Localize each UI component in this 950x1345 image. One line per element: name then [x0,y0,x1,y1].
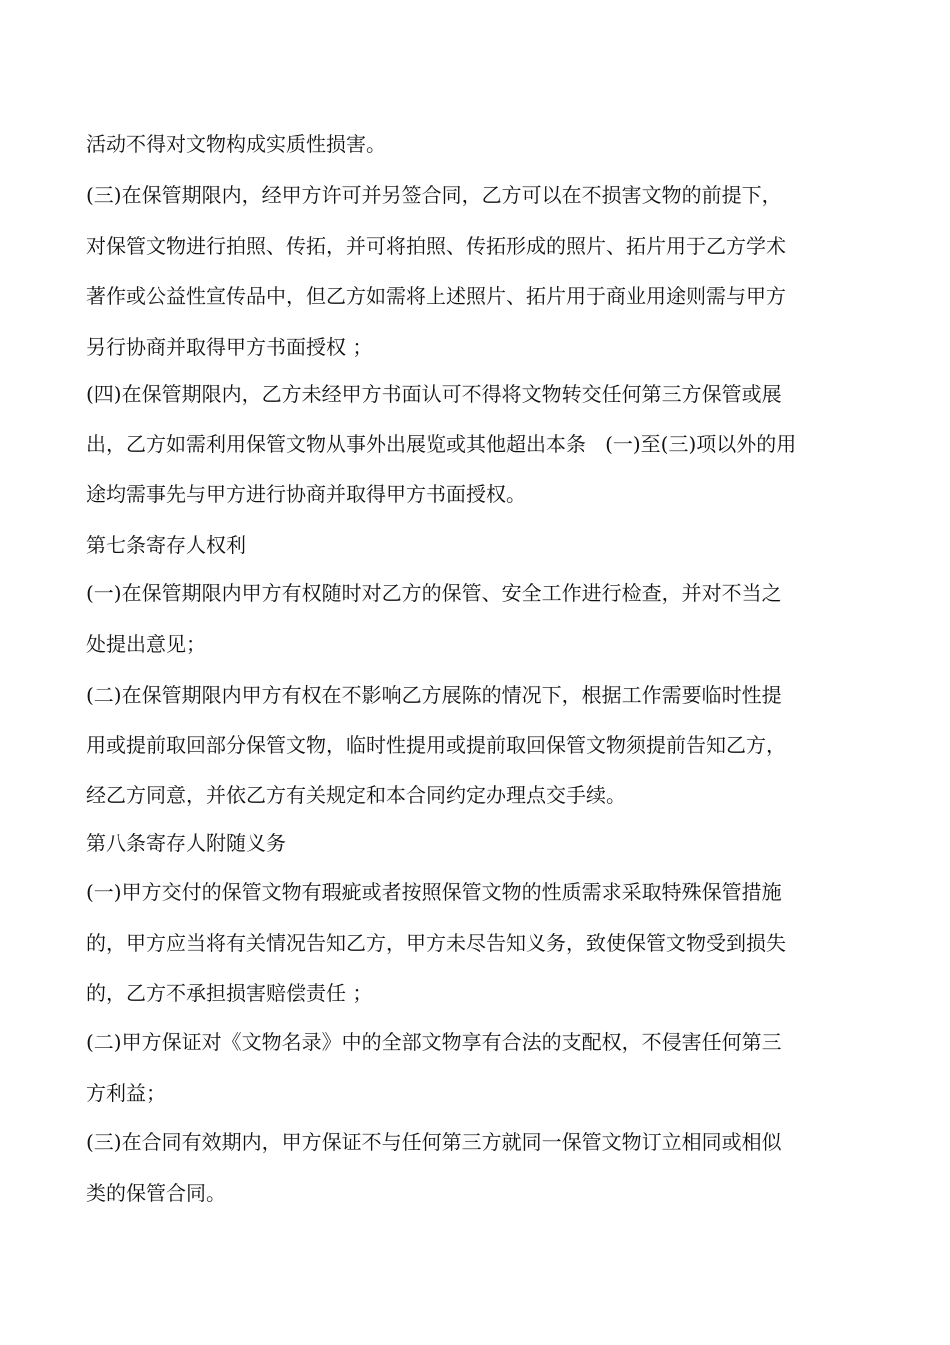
text-line: (二)甲方保证对《文物名录》中的全部文物享有合法的支配权，不侵害任何第三 [86,1030,782,1054]
text-line: 用或提前取回部分保管文物，临时性提用或提前取回保管文物须提前告知乙方， [86,733,786,757]
text-line: 经乙方同意，并依乙方有关规定和本合同约定办理点交手续。 [86,783,626,807]
text-line: 途均需事先与甲方进行协商并取得甲方书面授权。 [86,482,526,506]
text-line: (一)甲方交付的保管文物有瑕疵或者按照保管文物的性质需求采取特殊保管措施 [86,880,782,904]
text-line: 另行协商并取得甲方书面授权 ； [86,335,373,359]
text-line: 类的保管合同。 [86,1181,226,1205]
text-line: 的，甲方应当将有关情况告知乙方，甲方未尽告知义务，致使保管文物受到损失 [86,931,786,955]
section-heading: 第八条寄存人附随义务 [86,831,286,855]
text-line: (三)在保管期限内，经甲方许可并另签合同，乙方可以在不损害文物的前提下， [86,183,782,207]
section-heading: 第七条寄存人权利 [86,533,246,557]
text-line: (三)在合同有效期内，甲方保证不与任何第三方就同一保管文物订立相同或相似 [86,1130,782,1154]
text-line: 的，乙方不承担损害赔偿责任 ； [86,981,373,1005]
text-line: 处提出意见； [86,632,206,656]
text-line: 方利益； [86,1081,166,1105]
text-line: 著作或公益性宣传品中，但乙方如需将上述照片、拓片用于商业用途则需与甲方 [86,284,786,308]
text-line: 对保管文物进行拍照、传拓，并可将拍照、传拓形成的照片、拓片用于乙方学术 [86,234,786,258]
text-line: (一)在保管期限内甲方有权随时对乙方的保管、安全工作进行检查，并对不当之 [86,581,782,605]
text-line: 活动不得对文物构成实质性损害。 [86,132,386,156]
text-line: (二)在保管期限内甲方有权在不影响乙方展陈的情况下，根据工作需要临时性提 [86,683,782,707]
text-line: (四)在保管期限内，乙方未经甲方书面认可不得将文物转交任何第三方保管或展 [86,382,782,406]
text-line: 出，乙方如需利用保管文物从事外出展览或其他超出本条 (一)至(三)项以外的用 [86,432,797,456]
